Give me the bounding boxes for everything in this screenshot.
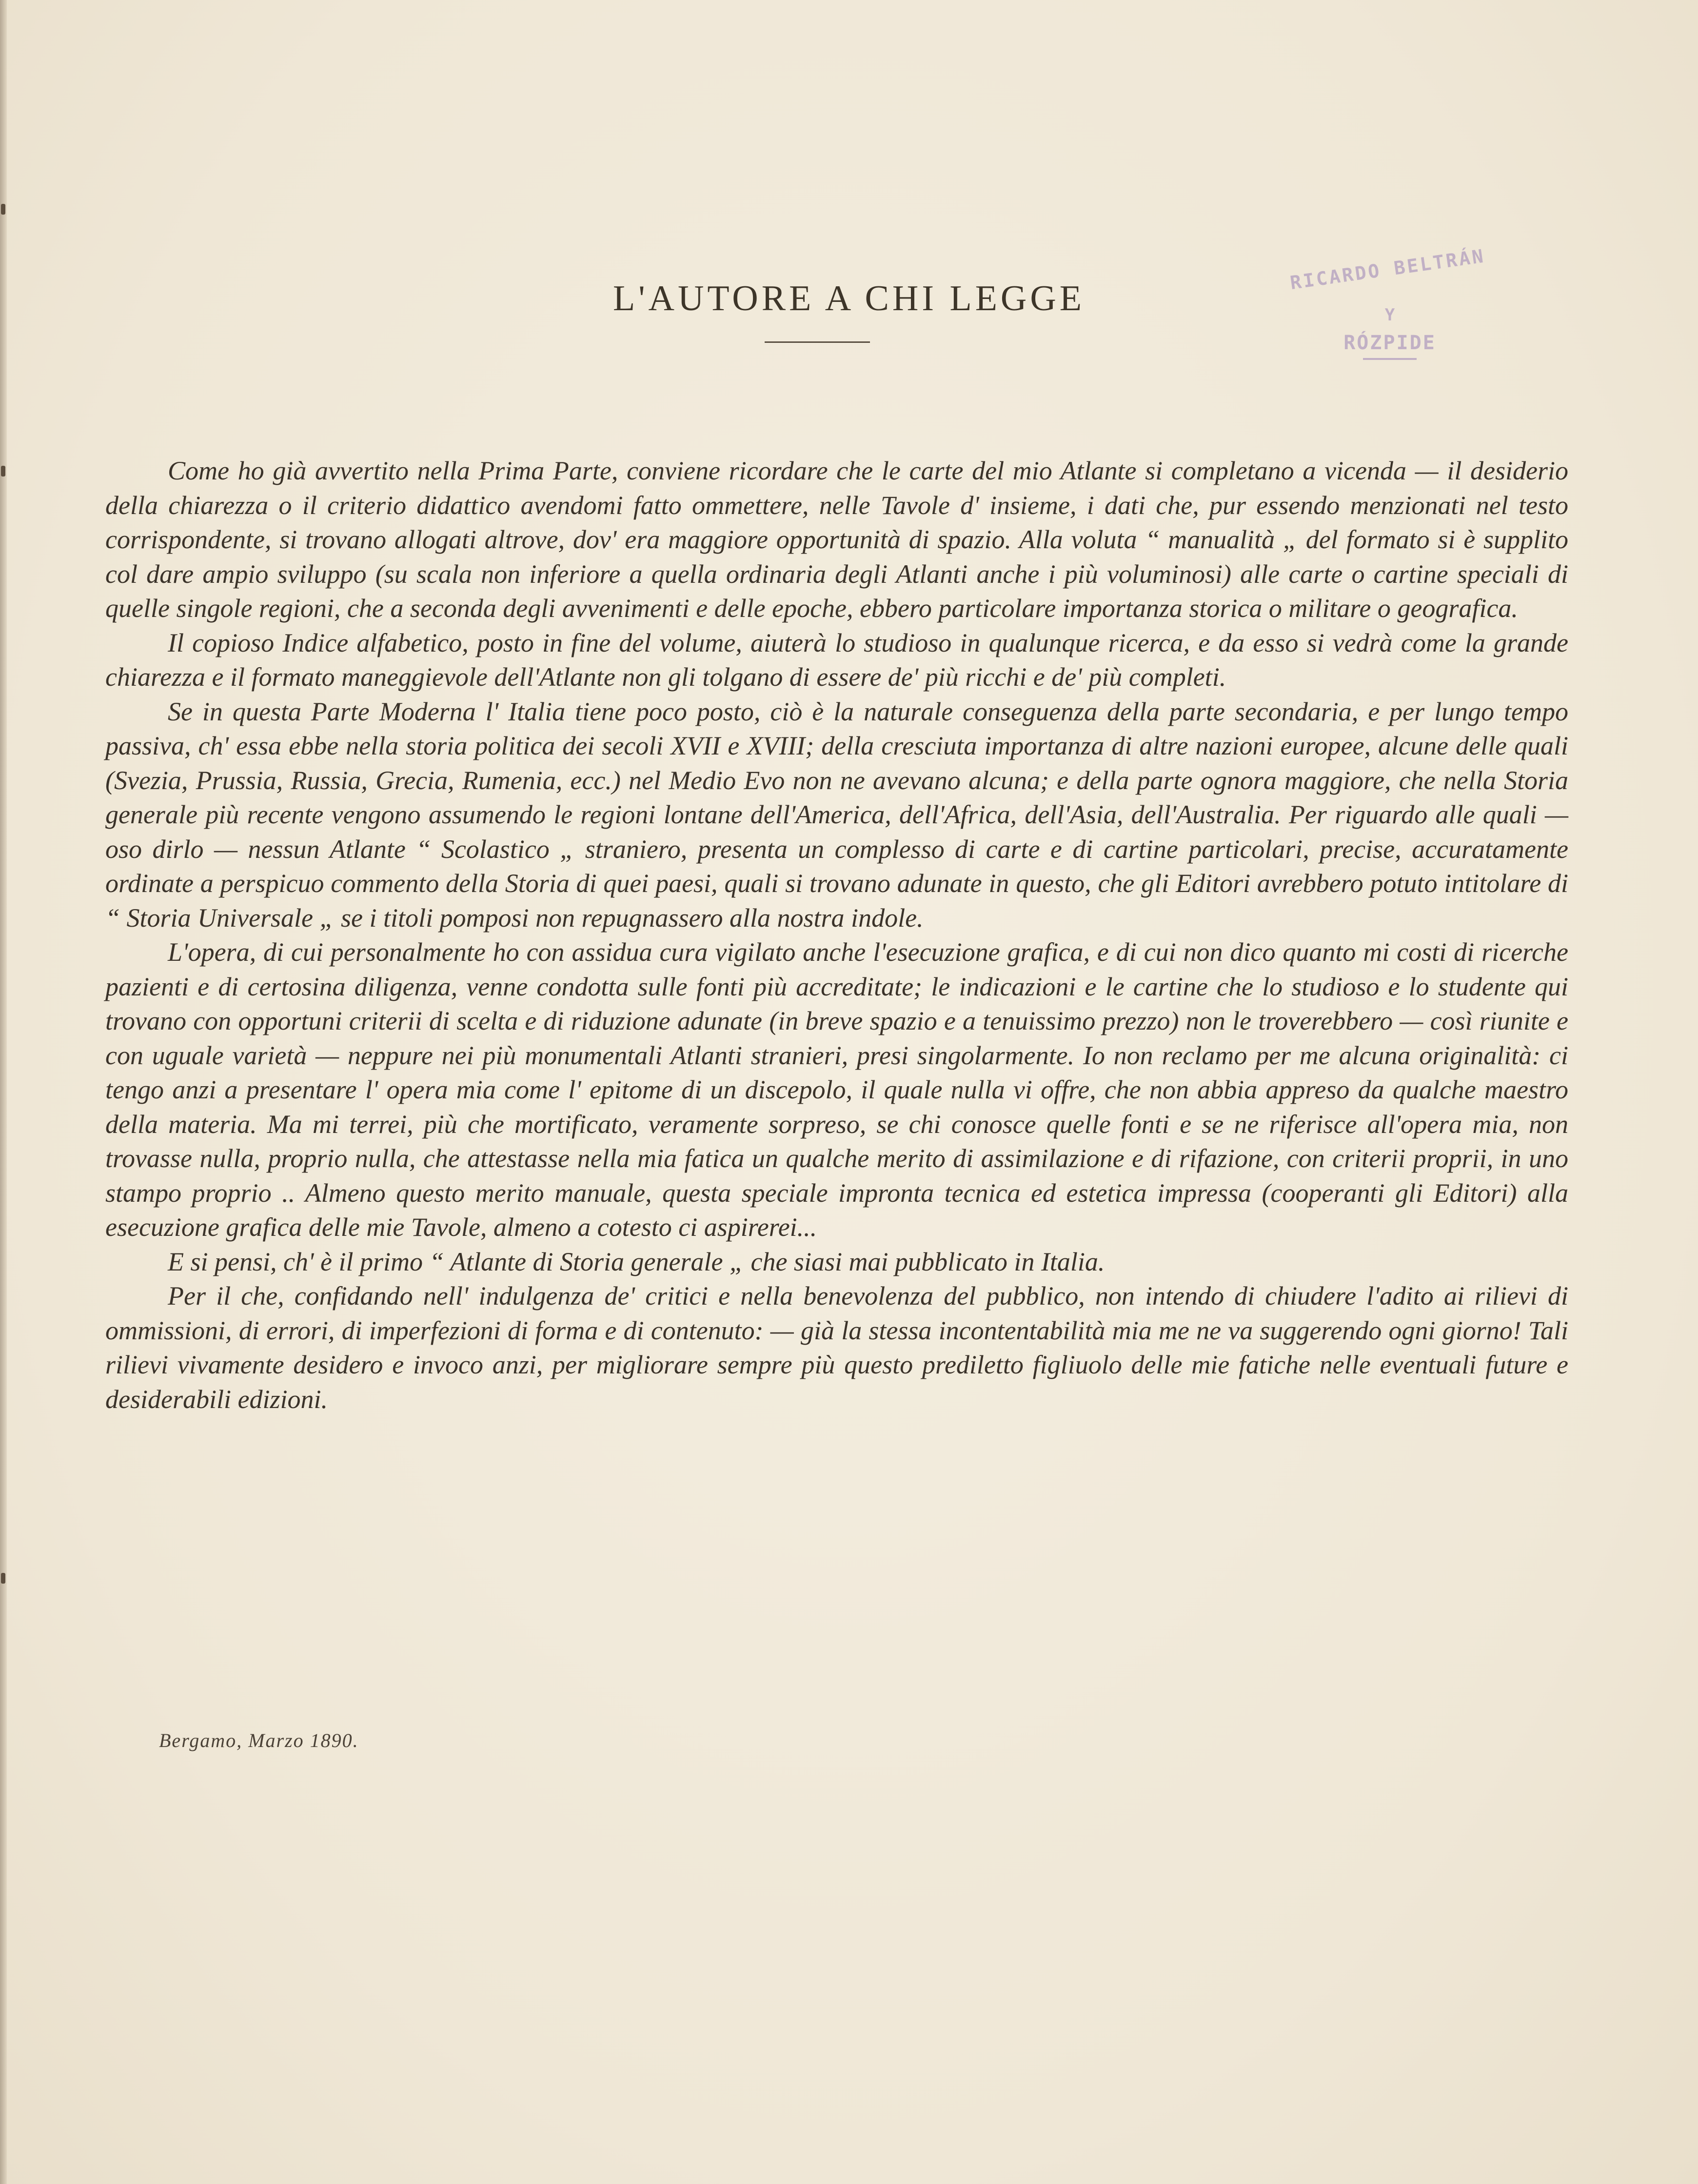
paragraph: Per il che, confidando nell' indulgenza de' critici e nella benevolenza del pubblico, non intendo di chiudere l'adito ai rilievi di ommissioni, di errori, di imperfezioni di forma e di contenuto: — già la stessa incontentabilità mia me ne va suggerendo ogni giorno! Tali rilievi vivamente desidero e invoco anzi, per migliorare sempre più questo prediletto figliuolo delle mie fatiche nelle eventuali future e desiderabili edizioni.: [105, 1281, 1568, 1414]
library-stamp: [1278, 245, 1502, 376]
preface-body: [105, 454, 1568, 1416]
dateline: Bergamo, Marzo 1890.: [159, 1729, 359, 1751]
paragraph: Il copioso Indice alfabetico, posto in fine del volume, aiuterà lo studioso in qualunque ricerca, e da esso si vedrà come la grande chiarezza e il formato maneggievole dell'Atlante non gli tolgano di essere de' più ricchi e de' più completi.: [105, 628, 1568, 692]
page-binding-edge: [0, 0, 7, 2184]
margin-mark: [1, 1573, 5, 1584]
paragraph: E si pensi, ch' è il primo “ Atlante di Storia generale „ che siasi mai pubblicato in Italia.: [168, 1247, 1105, 1276]
page-title: L'AUTORE A CHI LEGGE: [613, 278, 1085, 318]
title-divider: [765, 341, 870, 343]
stamp-line-3: RÓZPIDE: [1343, 332, 1436, 354]
stamp-line-2: Y: [1384, 305, 1395, 325]
margin-mark: [1, 204, 5, 215]
paragraph: L'opera, di cui personalmente ho con assidua cura vigilato anche l'esecuzione grafica, e di cui non dico quanto mi costi di ricerche pazienti e di certosina diligenza, venne condotta sulle fonti più accreditate; le indicazioni e le cartine che lo studioso e lo studente qui trovano con opportuni criterii di scelta e di riduzione adunate (in breve spazio e a tenuissimo prezzo) non le troverebbero — così riunite e con uguale varietà — neppure nei più monumentali Atlanti stranieri, presi singolarmente. Io non reclamo per me alcuna originalità: ci tengo anzi a presentare l' opera mia come l' epitome di un discepolo, il quale nulla vi offre, che non abbia appreso da qualche maestro della materia. Ma mi terrei, più che mortificato, veramente sorpreso, se chi conosce quelle fonti e se ne riferisce all'opera mia, non trovasse nulla, proprio nulla, che attestasse nella mia fatica un qualche merito di assimilazione e di rifazione, con criterii proprii, in uno stampo proprio .. Almeno questo merito manuale, questa speciale impronta tecnica ed estetica impressa (cooperanti gli Editori) alla esecuzione grafica delle mie Tavole, almeno a cotesto ci aspirerei...: [105, 937, 1568, 1242]
stamp-line-1: RICARDO BELTRÁN: [1288, 245, 1487, 294]
paragraph: Se in questa Parte Moderna l' Italia tiene poco posto, ciò è la naturale conseguenza della parte secondaria, e per lungo tempo passiva, ch' essa ebbe nella storia politica dei secoli XVII e XVIII; della cresciuta importanza di altre nazioni europee, alcune delle quali (Svezia, Prussia, Russia, Grecia, Rumenia, ecc.) nel Medio Evo non ne avevano alcuna; e della parte ognora maggiore, che nella Storia generale più recente vengono assumendo le regioni lontane dell'America, dell'Africa, dell'Asia, dell'Australia. Per riguardo alle quali — oso dirlo — nessun Atlante “ Scolastico „ straniero, presenta un complesso di carte e di cartine particolari, precise, accuratamente ordinate a perspicuo commento della Storia di quei paesi, quali si trovano adunate in questo, che gli Editori avrebbero potuto intitolare di “ Storia Universale „ se i titoli pomposi non repugnassero alla nostra indole.: [105, 696, 1568, 933]
margin-mark: [1, 466, 5, 477]
paragraph: Come ho già avvertito nella Prima Parte, conviene ricordare che le carte del mio Atlante si completano a vicenda — il desiderio della chiarezza o il criterio didattico avendomi fatto ommettere, nelle Tavole d' insieme, i dati che, pur essendo menzionati nel testo corrispondente, si trovano allogati altrove, dov' era maggiore opportunità di spazio. Alla voluta “ manualità „ del formato si è supplito col dare ampio sviluppo (su scala non inferiore a quella ordinaria degli Atlanti anche i più voluminosi) alle carte o cartine speciali di quelle singole regioni, che a seconda degli avvenimenti e delle epoche, ebbero particolare importanza storica o militare o geografica.: [105, 456, 1568, 623]
stamp-underline: [1363, 358, 1417, 360]
